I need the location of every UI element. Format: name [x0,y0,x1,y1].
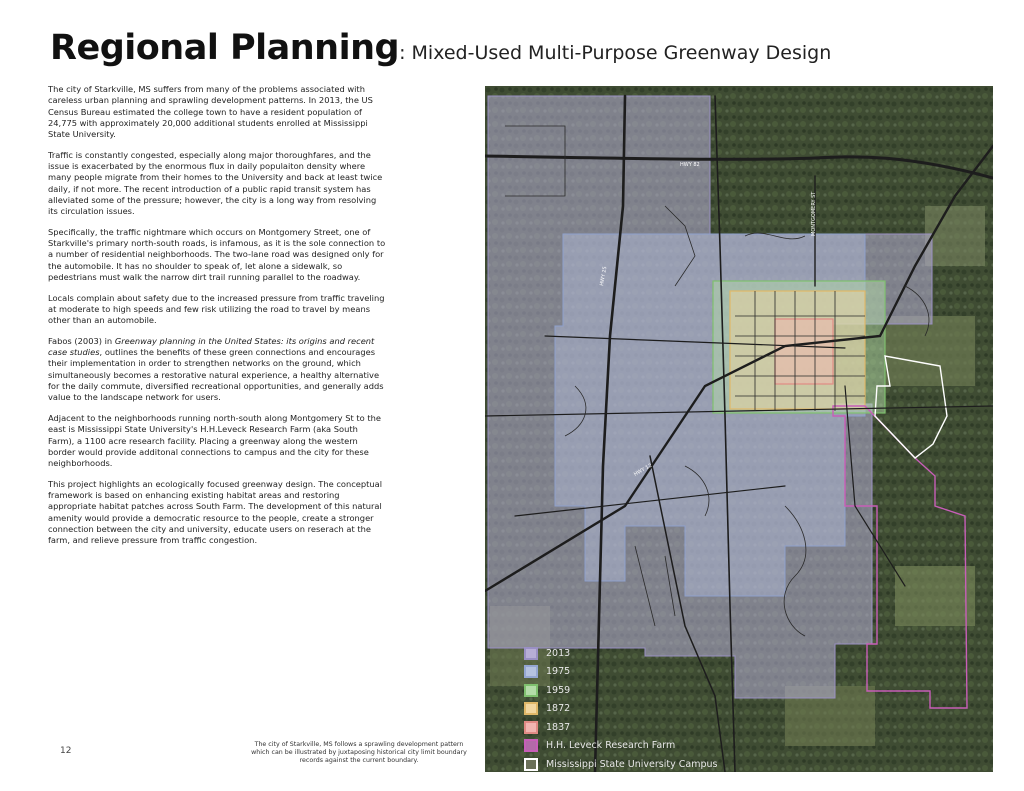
legend-swatch [524,684,538,697]
paragraph-7: This project highlights an ecologically focused greenway design. The conceptual framework is based on enhancing existing habitat areas and restoring appropriate habitat patches across South Farm. The development of this natural amenity would provide a democratic resource to the people, create a stronger connection between the city and university, educate users on reserach at the farm, and relieve pressure from traffic congestion. [48,478,383,546]
road-label-hwy82: HWY 82 [680,162,700,168]
legend-label: 2013 [546,647,571,659]
page-number: 12 [60,746,72,756]
legend-label: Mississippi State University Campus [546,758,718,770]
legend-swatch [524,721,538,734]
paragraph-6: Adjacent to the neighborhoods running north-south along Montgomery St to the east is Mississippi State University's H.H.Leveck Research Farm (aka South Farm), a 1100 acre research facility. Placing a greenway along the western border would provide additonal connections to campus and the city for these neighborhoods. [48,412,381,469]
legend-item [524,681,717,700]
legend-label: 1959 [546,684,571,696]
map-legend [524,644,717,774]
legend-item [524,718,717,737]
road-label-montgomery: MONTGOMERY ST [811,191,817,236]
legend-item [524,737,717,756]
citation-rest: , outlines the benefits of these green connections and encourages their implementation in order to strengthen networks on the ground, which simultaneously becomes a restorative natural experience, a healthy alternative for the daily commute, diversified recreational opportunities, and generally adds value to the landscape network for users. [48,347,384,403]
title-subtitle: : Mixed-Used Multi-Purpose Greenway Design [399,42,832,64]
boundary-1837 [775,319,833,384]
paragraph-5 [48,336,386,404]
legend-item [524,755,717,774]
legend-swatch [524,647,538,660]
legend-swatch [524,758,538,771]
paragraph-4: Locals complain about safety due to the increased pressure from traffic traveling at moderate to high speeds and few risk utilizing the road to travel by means other than an automobile. [48,292,385,326]
page-title [50,28,831,68]
legend-swatch [524,665,538,678]
road-label-hwy12: HWY 12 [633,462,654,478]
paragraph-1: The city of Starkville, MS suffers from many of the problems associated with careless urban planning and sprawling development patterns. In 2013, the US Census Bureau estimated the college town to have a resident population of 24,775 with approximately 20,000 additional students enrolled at Mississippi State University. [48,84,373,140]
legend-label: H.H. Leveck Research Farm [546,740,676,752]
legend-swatch [524,702,538,715]
legend-swatch [524,739,538,752]
citation-title: Greenway planning in the United States: its origins and recent case studies [48,335,375,358]
paragraph-3: Specifically, the traffic nightmare which occurs on Montgomery Street, one of Starkville's primary north-south roads, is infamous, as it is the sole connection to a number of residential neighborhoods. The two-lane road was designed only for the automobile. It has no shoulder to speak of, let alone a sidewalk, so pedestrians must walk the narrow dirt trail running parallel to the roadway. [48,226,386,283]
map-caption: The city of Starkville, MS follows a sprawling development pattern which can be illustrated by juxtaposing historical city limit boundary records against the current boundary. [251,741,467,764]
citation-lead: Fabos (2003) in [48,335,115,346]
road-label-hwy25: HWY 25 [599,265,609,287]
body-text [48,84,386,556]
title-bold: Regional Planning [50,28,400,68]
legend-item [524,700,717,719]
paragraph-2: Traffic is constantly congested, especially along major thoroughfares, and the issue is exacerbated by the enormous flux in daily populaiton density where many people migrate from their homes to the University and back at least twice daily, if not more. The recent introduction of a public rapid transit system has alleviated some of the pressure; however, the city is a long way from resolving its circulation issues. [48,149,383,217]
legend-label: 1872 [546,703,571,715]
legend-item [524,663,717,682]
legend-item [524,644,717,663]
legend-label: 1837 [546,721,571,733]
legend-label: 1975 [546,666,571,678]
